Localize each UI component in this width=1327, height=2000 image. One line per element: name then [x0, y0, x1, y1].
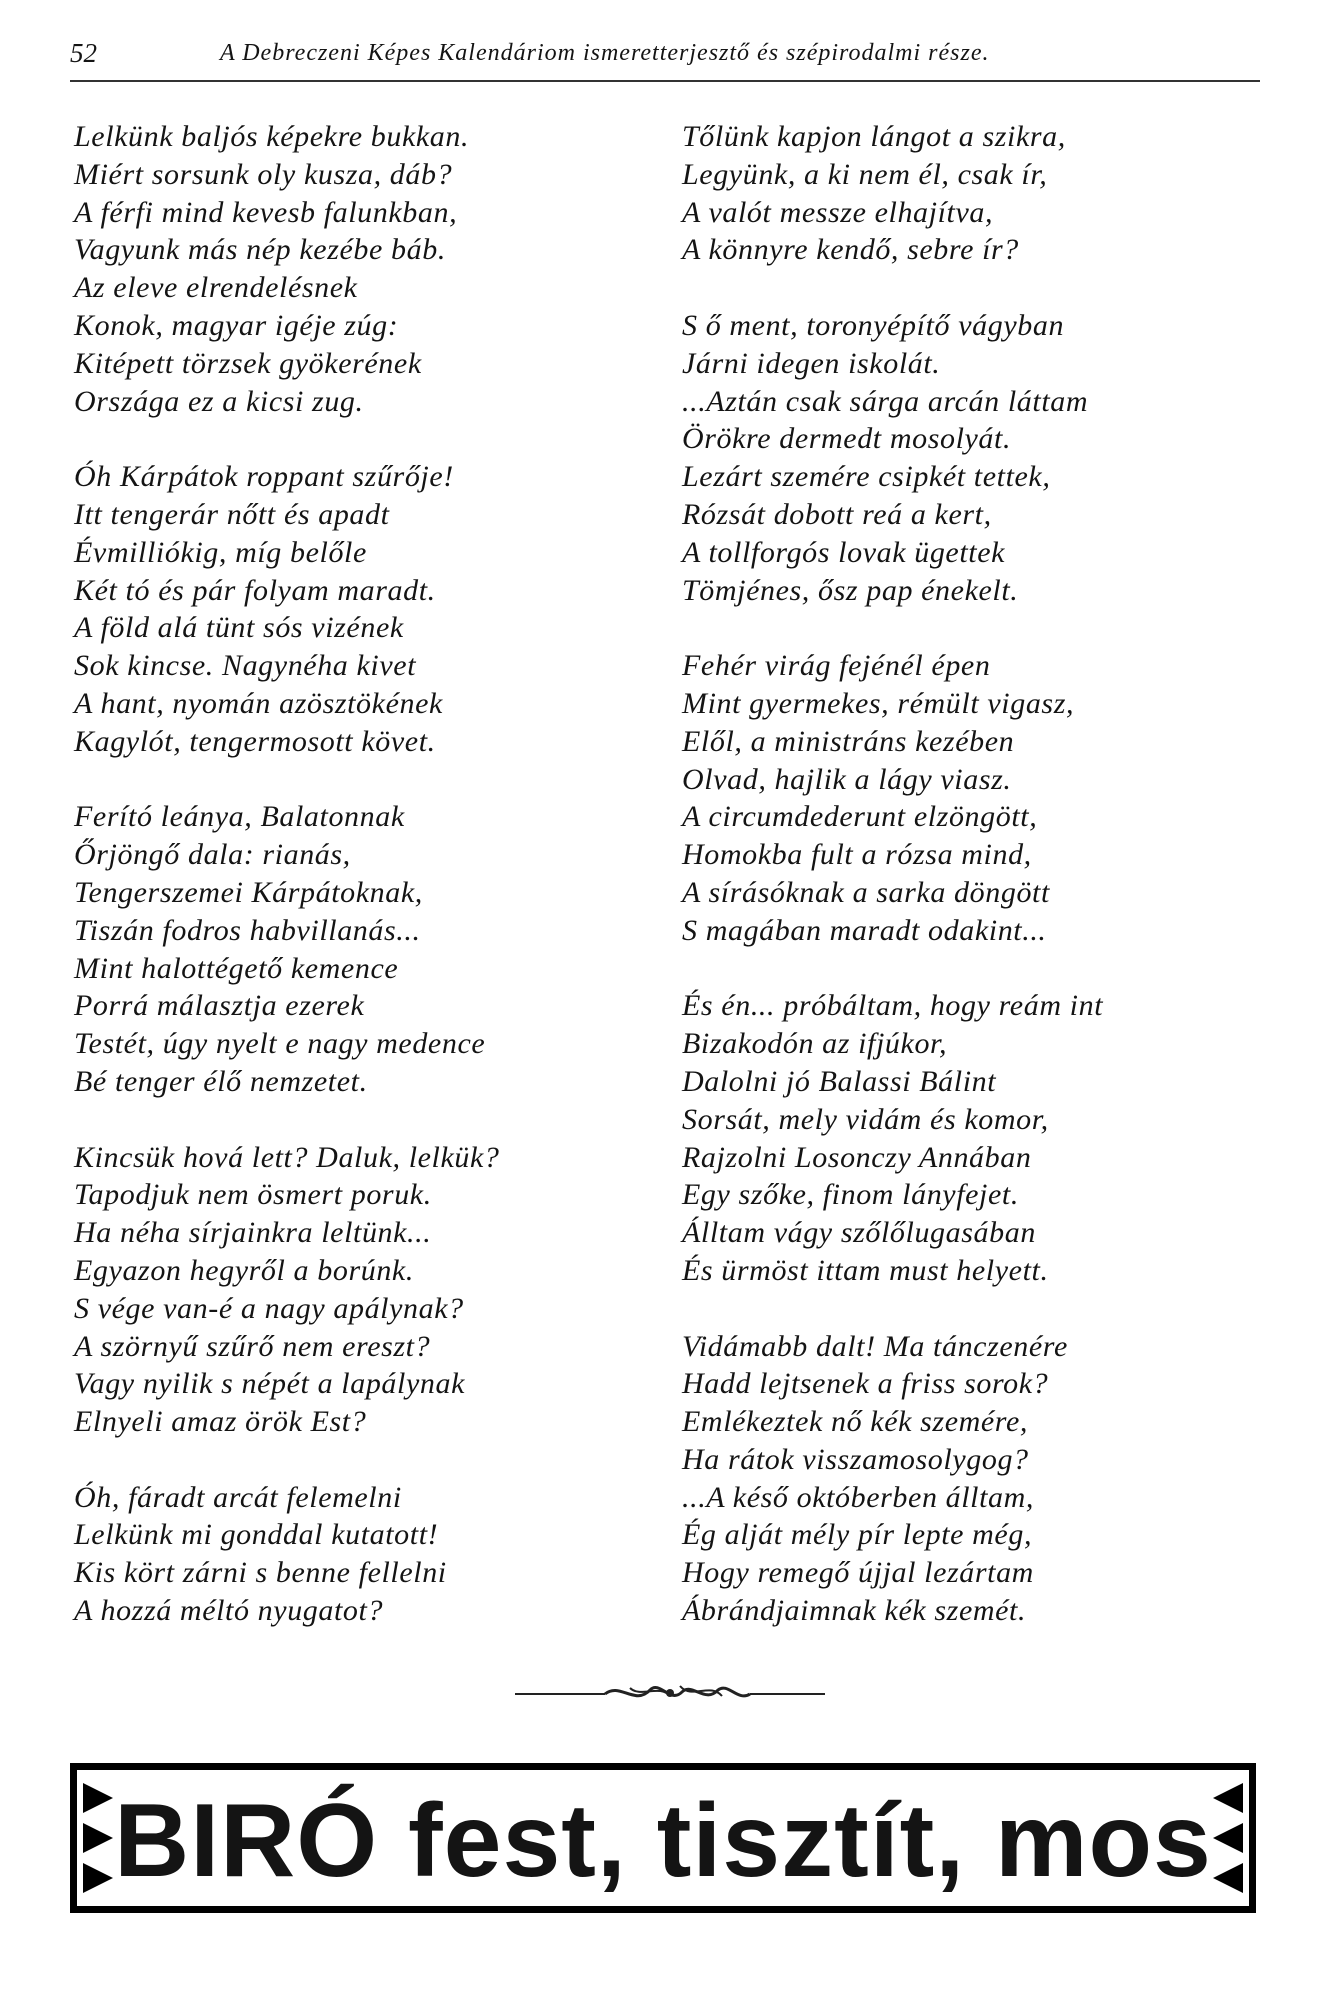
poem-line: Lelkünk mi gonddal kutatott! — [74, 1518, 439, 1552]
poem-line: Fehér virág fejénél épen — [682, 649, 991, 683]
poem-line: Ábrándjaimnak kék szemét. — [682, 1594, 1027, 1628]
poem-line: Tőlünk kapjon lángot a szikra, — [682, 120, 1066, 153]
page-header — [70, 38, 1260, 78]
poem-line: Rózsát dobott reá a kert, — [682, 497, 992, 531]
poem-line: Emlékeztek nő kék szemére, — [682, 1405, 1028, 1439]
poem-line: A hant, nyomán azösztökének — [74, 686, 443, 720]
poem-line: Hadd lejtsenek a friss sorok? — [682, 1367, 1049, 1401]
poem-line: ...Aztán csak sárga arcán láttam — [682, 384, 1089, 418]
stanza — [682, 1328, 1242, 1630]
poem-line: Vagyunk más nép kezébe báb. — [74, 233, 446, 267]
poem-line: Óh, fáradt arcát felemelni — [74, 1480, 402, 1514]
poem-line: Hogy remegő újjal lezártam — [682, 1556, 1034, 1590]
poem-line: Tengerszemei Kárpátoknak, — [74, 875, 423, 909]
poem-line: Tapodjuk nem ösmert poruk. — [74, 1178, 432, 1212]
advertisement-text: BIRÓ fest, tisztít, mos — [114, 1783, 1212, 1899]
poem-line: Mint gyermekes, rémült vigasz, — [682, 686, 1075, 720]
poem-line: A sírásóknak a sarka döngött — [682, 875, 1050, 909]
poem-line: Legyünk, a ki nem él, csak ír, — [682, 157, 1048, 191]
poem-line: S magában maradt odakint... — [682, 913, 1047, 947]
advertisement-box — [70, 1763, 1256, 1913]
poem-line: Kincsük hová lett? Daluk, lelkük? — [74, 1140, 500, 1174]
poem-line: Dalolni jó Balassi Bálint — [682, 1064, 997, 1098]
poem-line: S vége van-é a nagy apálynak? — [74, 1291, 464, 1325]
poem-line: Miért sorsunk oly kusza, dáb? — [74, 157, 453, 191]
poem-line: A tollforgós lovak ügettek — [682, 535, 1006, 569]
poem-line: Elől, a ministráns kezében — [682, 724, 1015, 758]
stanza — [682, 118, 1242, 269]
poem-line: Bé tenger élő nemzetet. — [74, 1064, 368, 1098]
poem-line: Kagylót, tengermosott követ. — [74, 724, 436, 758]
page-number: 52 — [70, 38, 97, 68]
poem-line: Elnyeli amaz örök Est? — [74, 1405, 367, 1439]
flourish-ornament-icon — [510, 1676, 830, 1710]
poem-line: A hozzá méltó nyugatot? — [74, 1594, 384, 1628]
poem-line: Bizakodón az ifjúkor, — [682, 1027, 948, 1061]
poem-line: Ég alját mély pír lepte még, — [682, 1518, 1033, 1552]
stanza — [74, 798, 634, 1100]
poem-line: Ha néha sírjainkra leltünk... — [74, 1216, 432, 1250]
poem-line: És én... próbáltam, hogy reám int — [682, 989, 1104, 1023]
poem-line: Tömjénes, ősz pap énekelt. — [682, 573, 1019, 607]
poem-line: Ha rátok visszamosolygog? — [682, 1442, 1029, 1476]
poem-line: Vidámabb dalt! Ma tánczenére — [682, 1329, 1068, 1363]
poem-line: A circumdederunt elzöngött, — [682, 800, 1038, 834]
poem-line: A szörnyű szűrő nem ereszt? — [74, 1329, 431, 1363]
poem-line: Lelkünk baljós képekre bukkan. — [74, 120, 470, 153]
poem-line: Olvad, hajlik a lágy viasz. — [682, 762, 1012, 796]
poem-column-right — [682, 118, 1242, 1668]
triangle-arrows-icon — [1209, 1778, 1243, 1898]
poem-line: Országa ez a kicsi zug. — [74, 384, 364, 418]
poem-line: És ürmöst ittam must helyett. — [682, 1253, 1049, 1287]
poem-line: A föld alá tünt sós vizének — [74, 611, 404, 645]
poem-line: Lezárt szemére csipkét tettek, — [682, 460, 1051, 494]
poem-line: Tiszán fodros habvillanás... — [74, 913, 421, 947]
stanza — [682, 987, 1242, 1289]
poem-line: Rajzolni Losonczy Annában — [682, 1140, 1032, 1174]
stanza — [682, 307, 1242, 609]
poem-line: Vagy nyilik s népét a lapálynak — [74, 1367, 465, 1401]
poem-line: Sok kincse. Nagynéha kivet — [74, 649, 417, 683]
poem-line: Homokba fult a rózsa mind, — [682, 838, 1032, 872]
poem-line: Évmilliókig, míg belőle — [74, 535, 367, 569]
poem-line: Egyazon hegyről a borúnk. — [74, 1253, 414, 1287]
stanza — [74, 118, 634, 420]
poem-line: Két tó és pár folyam maradt. — [74, 573, 436, 607]
poem-line: Őrjöngő dala: rianás, — [74, 838, 351, 872]
poem-line: Óh Kárpátok roppant szűrője! — [74, 460, 454, 494]
poem-line: Ferító leánya, Balatonnak — [74, 800, 405, 834]
poem-line: Kis kört zárni s benne fellelni — [74, 1556, 447, 1590]
poem-line: Járni idegen iskolát. — [682, 346, 941, 380]
poem-line: Porrá málasztja ezerek — [74, 989, 365, 1023]
poem-line: Testét, úgy nyelt e nagy medence — [74, 1027, 486, 1061]
poem-line: Konok, magyar igéje zúg: — [74, 308, 399, 342]
header-rule — [70, 80, 1260, 82]
poem-line: Az eleve elrendelésnek — [74, 271, 358, 305]
poem-line: Mint halottégető kemence — [74, 951, 399, 985]
poem-line: Álltam vágy szőlőlugasában — [682, 1216, 1036, 1250]
stanza — [74, 458, 634, 760]
poem-line: ...A késő októberben álltam, — [682, 1480, 1035, 1514]
running-title: A Debreczeni Képes Kalendáriom ismeretterjesztő és szépirodalmi része. — [220, 40, 990, 66]
poem-line: S ő ment, toronyépítő vágyban — [682, 308, 1065, 342]
poem-line: Egy szőke, finom lányfejet. — [682, 1178, 1019, 1212]
poem-line: Itt tengerár nőtt és apadt — [74, 497, 390, 531]
stanza — [74, 1139, 634, 1441]
poem-line: Sorsát, mely vidám és komor, — [682, 1102, 1049, 1136]
stanza — [682, 647, 1242, 949]
poem-column-left — [74, 118, 634, 1668]
poem-line: A valót messze elhajítva, — [682, 195, 994, 229]
poem-line: Örökre dermedt mosolyát. — [682, 422, 1012, 456]
stanza — [74, 1479, 634, 1630]
poem-line: A könnyre kendő, sebre ír? — [682, 233, 1019, 267]
poem-line: A férfi mind kevesb falunkban, — [74, 195, 458, 229]
poem-line: Kitépett törzsek gyökerének — [74, 346, 422, 380]
